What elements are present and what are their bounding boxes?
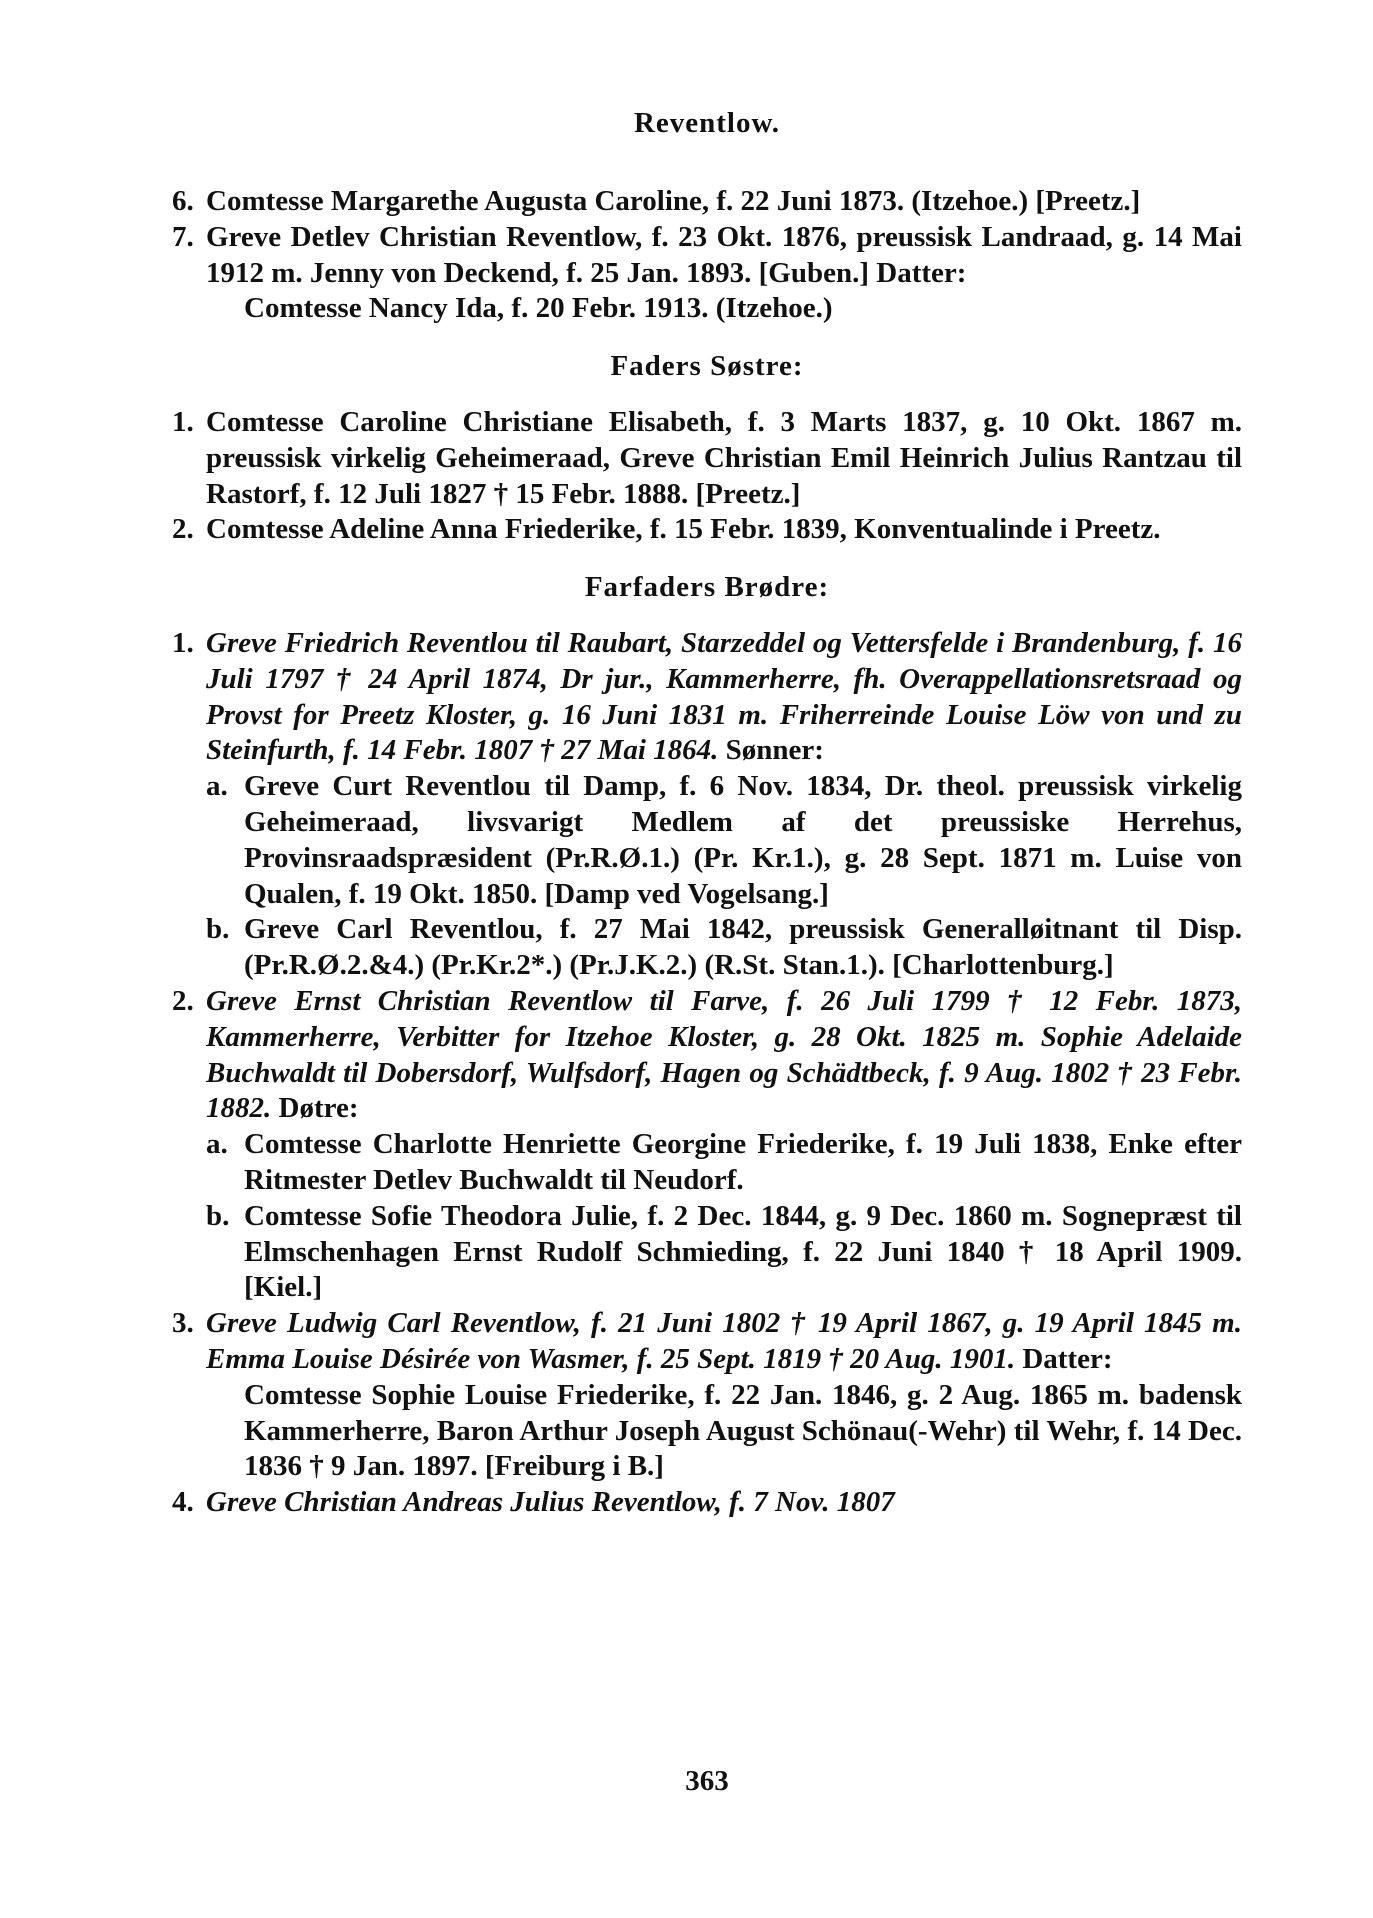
sub-text: Comtesse Sofie Theodora Julie, f. 2 Dec. 1844, g. 9 Dec. 1860 m. Sognepræst til Elmschenhagen Ernst Rudolf Schmieding, f. 22 Juni 1840 † 18 April 1909. [Kiel.] (244, 1199, 1242, 1304)
sub-text: Comtesse Charlotte Henriette Georgine Friederike, f. 19 Juli 1838, Enke efter Ritmester Detlev Buchwaldt til Neudorf. (244, 1128, 1242, 1196)
entry-number: 2. (172, 984, 194, 1017)
sub-text: Greve Curt Reventlou til Damp, f. 6 Nov. 1834, Dr. theol. preussisk virkelig Geheimeraad, livsvarigt Medlem af det preussiske Herrehus, Provinsraadspræsident (Pr.R.Ø.1.) (Pr. Kr.1.), g. 28 Sept. 1871 m. Luise von Qualen, f. 19 Okt. 1850. [Damp ved Vogelsang.] (244, 770, 1242, 910)
brother-1-son-a (172, 769, 1242, 912)
entry-number: 7. (172, 220, 194, 253)
sub-letter: a. (206, 770, 228, 803)
section-heading-faders-sostre: Faders Søstre: (610, 350, 804, 383)
page-number: 363 (685, 1765, 729, 1797)
page-body (172, 184, 1242, 1521)
entry-text-tail: Døtre: (278, 1092, 359, 1125)
section-heading-farfaders-brodre: Farfaders Brødre: (584, 571, 830, 604)
entry-7-child: Comtesse Nancy Ida, f. 20 Febr. 1913. (Itzehoe.) (244, 292, 833, 325)
entry-text: Greve Detlev Christian Reventlow, f. 23 Okt. 1876, preussisk Landraad, g. 14 Mai 1912 m. Jenny von Deckend, f. 25 Jan. 1893. [Guben.] Datter: (206, 220, 1242, 289)
brother-3 (172, 1306, 1242, 1378)
brother-4 (172, 1485, 1242, 1521)
entry-number: 1. (172, 405, 194, 438)
sister-2 (172, 512, 1242, 548)
entry-text-italic: Greve Ludwig Carl Reventlow, f. 21 Juni 1802 † 19 April 1867, g. 19 April 1845 m. Emma Louise Désirée von Wasmer, f. 25 Sept. 1819 † 20 Aug. 1901. (206, 1307, 1242, 1375)
entry-6 (172, 184, 1242, 220)
entry-text-italic: Greve Christian Andreas Julius Reventlow, f. 7 Nov. 1807 (206, 1486, 895, 1519)
entry-text-italic: Greve Friedrich Reventlou til Raubart, Starzeddel og Vettersfelde i Brandenburg, f. 16 Juli 1797 † 24 April 1874, Dr jur., Kammerherre, fh. Overappellationsretsraad og Provst for Preetz Kloster, g. 16 Juni 1831 m. Friherreinde Louise Löw von und zu Steinfurth, f. 14 Febr. 1807 † 27 Mai 1864. (206, 626, 1242, 767)
entry-text-tail: Sønner: (725, 734, 824, 767)
document-page (172, 0, 1242, 1918)
entry-number: 6. (172, 185, 194, 217)
entry-text: Comtesse Caroline Christiane Elisabeth, f. 3 Marts 1837, g. 10 Okt. 1867 m. preussisk virkelig Geheimeraad, Greve Christian Emil Heinrich Julius Rantzau til Rastorf, f. 12 Juli 1827 † 15 Febr. 1888. [Preetz.] (206, 405, 1242, 510)
sub-text: Greve Carl Reventlou, f. 27 Mai 1842, preussisk Generalløitnant til Disp. (Pr.R.Ø.2.&4.) (Pr.Kr.2*.) (Pr.J.K.2.) (R.St. Stan.1.). [Charlottenburg.] (244, 913, 1242, 982)
brother-1 (172, 626, 1242, 769)
sub-letter: b. (206, 913, 230, 946)
sister-1 (172, 405, 1242, 512)
entry-text: Comtesse Adeline Anna Friederike, f. 15 Febr. 1839, Konventualinde i Preetz. (206, 513, 1161, 546)
entry-text: Comtesse Margarethe Augusta Caroline, f. 22 Juni 1873. (Itzehoe.) [Preetz.] (206, 185, 1141, 217)
entry-number: 4. (172, 1486, 194, 1519)
sub-letter: b. (206, 1199, 230, 1232)
brother-2 (172, 984, 1242, 1127)
page-header: Reventlow. (633, 107, 781, 139)
brother-2-daughter-a (172, 1127, 1242, 1199)
entry-text-italic: Greve Ernst Christian Reventlow til Farve, f. 26 Juli 1799 † 12 Febr. 1873, Kammerherre, Verbitter for Itzehoe Kloster, g. 28 Okt. 1825 m. Sophie Adelaide Buchwaldt til Dobersdorf, Wulfsdorf, Hagen og Schädtbeck, f. 9 Aug. 1802 † 23 Febr. 1882. (206, 984, 1242, 1125)
entry-number: 3. (172, 1307, 194, 1340)
sub-letter: a. (206, 1128, 228, 1161)
brother-3-daughter: Comtesse Sophie Louise Friederike, f. 22 Jan. 1846, g. 2 Aug. 1865 m. badensk Kammerherre, Baron Arthur Joseph August Schönau(-Wehr) til Wehr, f. 14 Dec. 1836 † 9 Jan. 1897. [Freiburg i B.] (244, 1378, 1242, 1483)
brother-1-son-b (172, 912, 1242, 984)
entry-number: 1. (172, 626, 194, 659)
brother-2-daughter-b (172, 1199, 1242, 1306)
entry-number: 2. (172, 513, 194, 546)
entry-7 (172, 220, 1242, 292)
entry-text-tail: Datter: (1022, 1342, 1113, 1375)
